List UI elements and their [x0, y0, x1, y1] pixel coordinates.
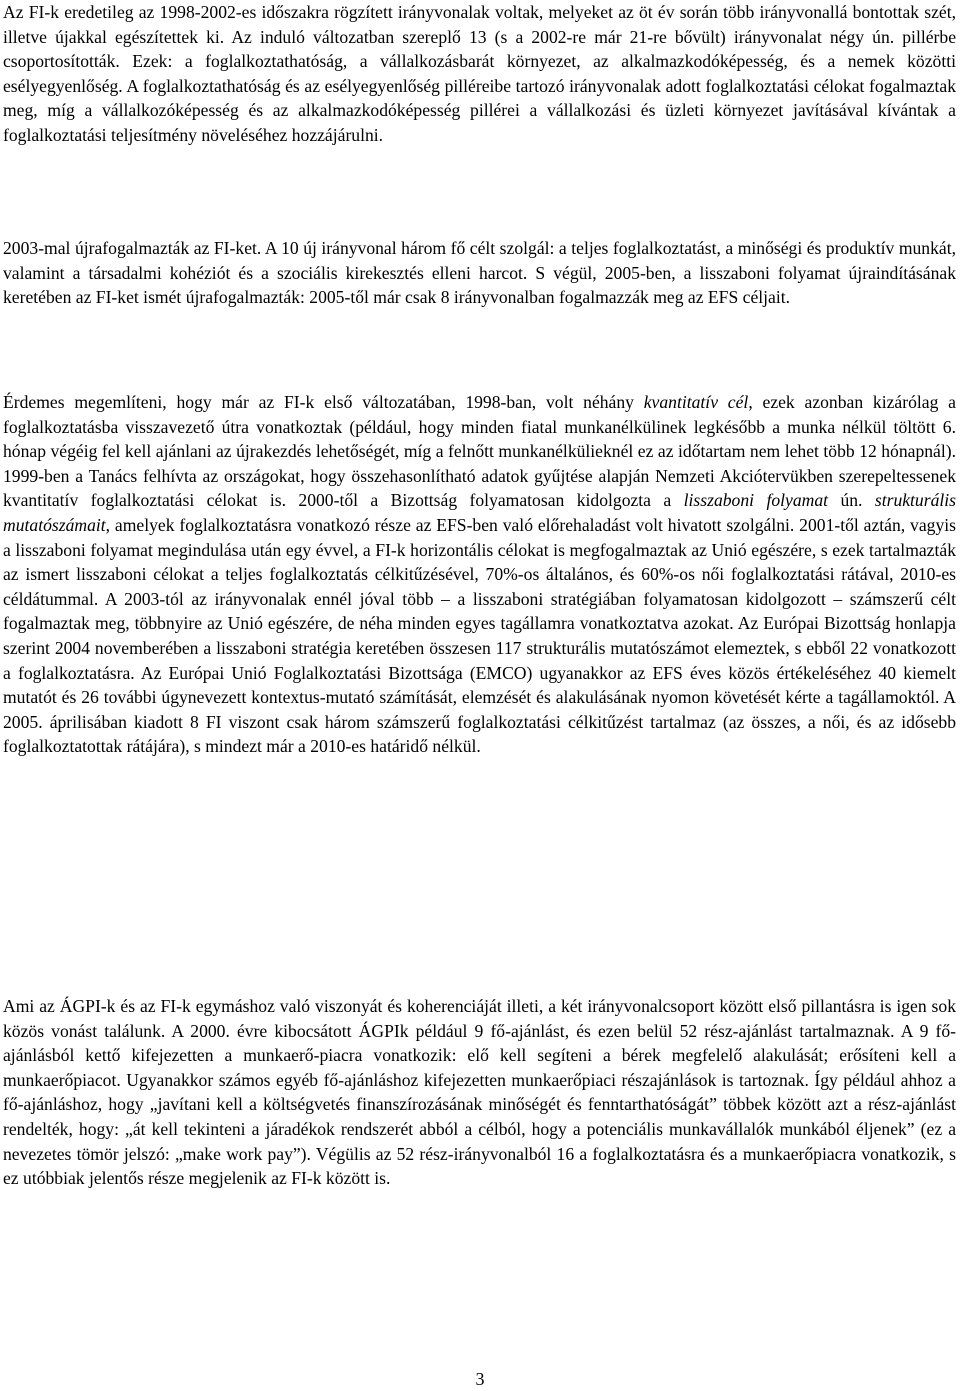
text-run: Az FI-k eredetileg az 1998-2002-es időszakra rögzített irányvonalak voltak, melyeket az öt év során több irányvonallá bontottak szét, illetve újakkal egészítettek ki. Az induló változatban szereplő 13 (s a 2002-re már 21-re bővült) irányvonalat négy ún. pillérbe csoportosították. Ezek: a foglalkoztathatóság, a vállalkozásbarát környezet, az alkalmazkodóképesség, és a nemek közötti esélyegyenlőség. A foglalkoztathatóság és az esélyegyenlőség pilléreibe tartozó irányvonalak adott foglalkoztatási célokat fogalmaztak meg, míg a vállalkozóképesség és az alkalmazkodóképesség pillérei a vállalkozási és üzleti környezet javításával kívántak a foglalkoztatási teljesítmény növeléséhez hozzájárulni. — [3, 2, 956, 145]
paragraph-2 — [3, 236, 956, 310]
paragraph-1 — [3, 0, 956, 148]
text-run: , ezek azonban kizárólag a foglalkoztatásba visszavezető útra vonatkoztak (például, hogy minden fiatal munkanélkülinek legkésőbb a munka nélkül töltött 6. hónap végéig fel kell ajánlani az újrakezdés lehetőségét, míg a felnőtt munkanélkülieknél ez az időtartam nem lehet több 12 hónapnál). 1999-ben a Tanács felhívta az országokat, hogy összehasonlítható adatok gyűjtése alapján Nemzeti Akciótervükben szerepeltessenek kvantitatív foglalkoztatási célokat is. 2000-től a Bizottság folyamatosan kidolgozta a — [3, 392, 956, 511]
paragraph-3 — [3, 390, 956, 759]
text-run: ún. — [828, 490, 875, 511]
text-run: Érdemes megemlíteni, hogy már az FI-k első változatában, 1998-ban, volt néhány — [3, 392, 644, 412]
text-run: Ami az ÁGPI-k és az FI-k egymáshoz való viszonyát és koherenciáját illeti, a két irányvonalcsoport között első pillantásra is igen sok közös vonást találunk. A 2000. évre kibocsátott ÁGPIk például 9 fő-ajánlást, és ezen belül 52 rész-ajánlást tartalmaznak. A 9 fő-ajánlásból kettő kifejezetten a munkaerő-piacra vonatkozik: elő kell segíteni a bérek megfelelő alakulását; erősíteni kell a munkaerőpiacot. Ugyanakkor számos egyéb fő-ajánláshoz kifejezetten munkaerőpiaci részajánlások is tartoznak. Így például ahhoz a fő-ajánláshoz, hogy „javítani kell a költségvetés finanszírozásának minőségét és fenntarthatóságát” többek között azt a rész-ajánlást rendelték, hogy: „át kell tekinteni a járadékok rendszerét abból a célból, hogy a potenciális munkavállalók munkából éljenek” (ez a nevezetes tömör jelszó: „make work pay”). Végülis az 52 rész-irányvonalból 16 a foglalkoztatásra és a munkaerőpiacra vonatkozik, s ez utóbbiak jelentős része megjelenik az FI-k között is. — [3, 996, 956, 1189]
text-run: , amelyek foglalkoztatásra vonatkozó része az EFS-ben való előrehaladást volt hivatott szolgálni. 2001-től aztán, vagyis a lisszaboni folyamat megindulása után egy évvel, a FI-k horizontális célokat is megfogalmaztak az Unió egészére, s ezek tartalmazták az ismert lisszaboni célokat a teljes foglalkoztatás célkitűzésével, 70%-os általános, és 60%-os női foglalkoztatási rátával, 2010-es céldátummal. A 2003-tól az irányvonalak ennél jóval több – a lisszaboni stratégiában folyamatosan kidolgozott – számszerű célt fogalmaztak meg, többnyire az Unió egészére, de néha minden egyes tagállamra vonatkoztatva azokat. Az Európai Bizottság honlapja szerint 2004 novemberében a lisszaboni stratégia keretében összesen 117 strukturális mutatószámot elemeztek, s ebből 22 vonatkozott a foglalkoztatásra. Az Európai Unió Foglalkoztatási Bizottsága (EMCO) ugyanakkor az EFS éves közös értékeléséhez 40 kiemelt mutatót és 26 további úgynevezett kontextus-mutató számítását, elemzését és alakulásának nyomon követését kérte a tagállamoktól. A 2005. áprilisában kiadott 8 FI viszont csak három számszerű foglalkoztatási célkitűzést tartalmaz (az összes, a női, és az idősebb foglalkoztatottak rátájára), s mindezt már a 2010-es határidő nélkül. — [3, 514, 956, 757]
italic-phrase: lisszaboni folyamat — [683, 490, 829, 511]
paragraph-4 — [3, 994, 956, 1191]
italic-phrase: kvantitatív cél — [643, 392, 749, 412]
page-number: 3 — [475, 1369, 485, 1389]
italic-phrase: strukturális mutatószámait — [3, 490, 956, 535]
text-run: 2003-mal újrafogalmazták az FI-ket. A 10 új irányvonal három fő célt szolgál: a teljes foglalkoztatást, a minőségi és produktív munkát, valamint a társadalmi kohéziót és a szociális kirekesztés elleni harcot. S végül, 2005-ben, a lisszaboni folyamat újraindításának keretében az FI-ket ismét újrafogalmazták: 2005-től már csak 8 irányvonalban fogalmazzák meg az EFS céljait. — [3, 238, 956, 308]
